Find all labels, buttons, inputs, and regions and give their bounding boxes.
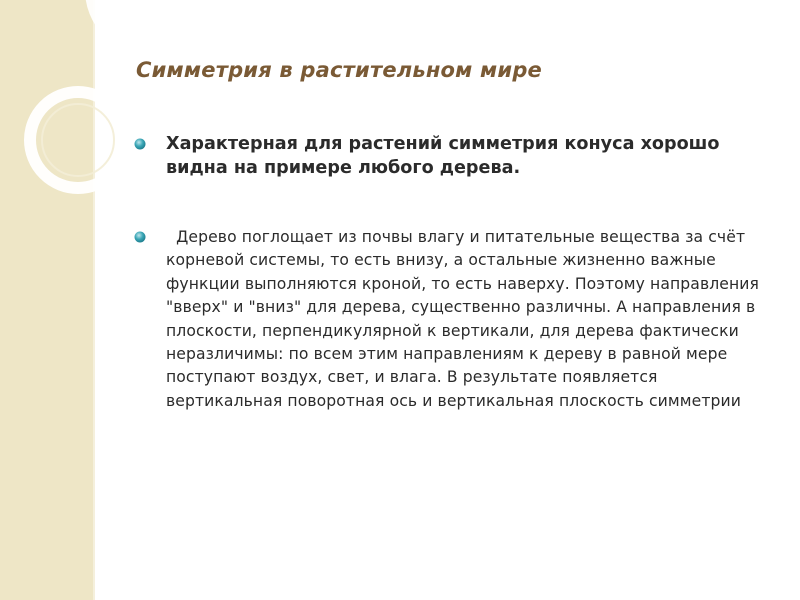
side-strip xyxy=(0,0,93,600)
round-bullet-icon xyxy=(134,231,146,243)
bullet-text: Характерная для растений симметрия конуса хорошо видна на примере любого дерева. xyxy=(166,134,720,178)
bullet-text: Дерево поглощает из почвы влагу и питательные вещества за счёт корневой системы, то есть внизу, а остальные жизненно важные функции выполняются кроной, то есть наверху. Поэтому направления "вверх" и "вниз" для дерева, существенно различны. А направления в плоскости, перпендикулярной к вертикали, для дерева фактически неразличимы: по всем этим направлениям к дереву в равной мере поступают воздух, свет, и влага. В результате появляется вертикальная поворотная ось и вертикальная плоскость симметрии xyxy=(166,228,765,410)
round-bullet-icon xyxy=(134,138,146,150)
bullet-item xyxy=(134,226,774,413)
bullet-item xyxy=(134,132,754,180)
side-divider xyxy=(93,0,95,600)
slide-title: Симметрия в растительном мире xyxy=(136,58,542,82)
